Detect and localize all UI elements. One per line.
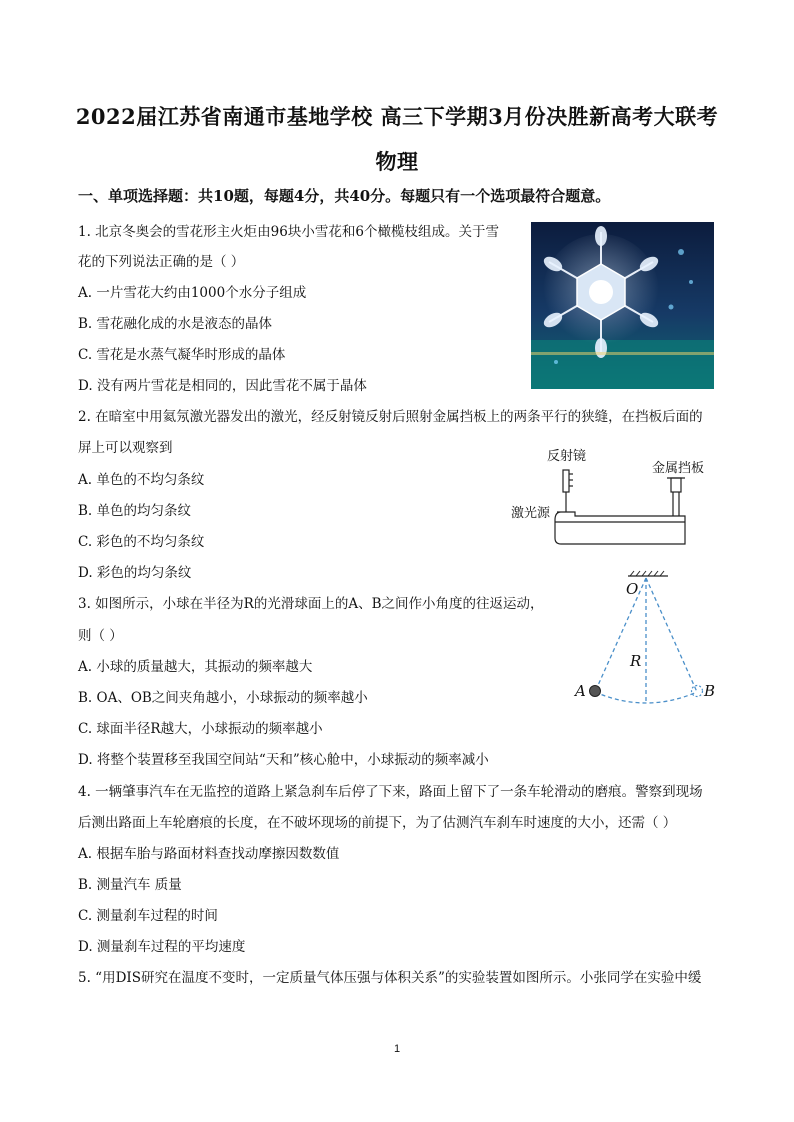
q2-option-d: D. 彩色的均匀条纹 [78, 565, 192, 581]
fig-label-b: B [704, 682, 716, 700]
q2-stem-line1: 2. 在暗室中用氦氖激光器发出的激光，经反射镜反射后照射金属挡板上的两条平行的狭缝，在挡板后面的 [78, 409, 703, 425]
fig-label-mirror: 反射镜 [547, 449, 587, 464]
fig-label-source: 激光源 [511, 506, 551, 521]
q2-stem-line2: 屏上可以观察到 [78, 440, 173, 456]
q4-stem-line2: 后测出路面上车轮磨痕的长度，在不破坏现场的前提下，为了估测汽车刹车时速度的大小，还需（ ） [78, 815, 677, 831]
q1-option-b: B. 雪花融化成的水是液态的晶体 [78, 316, 273, 332]
ball-a-marker [590, 686, 601, 697]
q2-option-b: B. 单色的均匀条纹 [78, 503, 192, 519]
q2-option-c: C. 彩色的不均匀条纹 [78, 534, 205, 550]
section-heading: 一、单项选择题：共10题，每题4分，共40分。每题只有一个选项最符合题意。 [78, 187, 611, 205]
q3-option-a: A. 小球的质量越大，其振动的频率越大 [78, 659, 313, 675]
q3-option-d: D. 将整个装置移至我国空间站“天和”核心舱中，小球振动的频率减小 [78, 752, 489, 768]
q3-stem-line2: 则（ ） [78, 628, 123, 644]
fig-label-o: O [626, 580, 639, 598]
q3-stem-line1: 3. 如图所示，小球在半径为R的光滑球面上的A、B之间作小角度的往返运动， [78, 596, 544, 612]
q4-option-c: C. 测量刹车过程的时间 [78, 908, 218, 924]
q4-option-d: D. 测量刹车过程的平均速度 [78, 939, 246, 955]
fig-label-r: R [630, 652, 642, 670]
snowflake-torch-photo [531, 222, 714, 389]
page-number: 1 [393, 1043, 401, 1055]
ball-b-marker [692, 686, 703, 697]
q3-option-b: B. OA、OB之间夹角越小，小球振动的频率越小 [78, 690, 368, 706]
q3-option-c: C. 球面半径R越大，小球振动的频率越小 [78, 721, 323, 737]
q1-stem-line1: 1. 北京冬奥会的雪花形主火炬由96块小雪花和6个橄榄枝组成。关于雪 [78, 224, 499, 240]
q4-option-a: A. 根据车胎与路面材料查找动摩擦因数数值 [78, 846, 340, 862]
spherical-bowl-pendulum-diagram [570, 568, 720, 718]
q4-option-b: B. 测量汽车 质量 [78, 877, 182, 893]
q4-stem-line1: 4. 一辆肇事汽车在无监控的道路上紧急刹车后停了下来，路面上留下了一条车轮滑动的磨痕。警察到现场 [78, 784, 703, 800]
exam-title: 2022届江苏省南通市基地学校 高三下学期3月份决胜新高考大联考 [75, 104, 719, 129]
exam-subject: 物理 [375, 149, 419, 174]
fig-label-plate: 金属挡板 [652, 461, 705, 476]
q5-stem-line1: 5. “用DIS研究在温度不变时，一定质量气体压强与体积关系”的实验装置如图所示。小张同学在实验中缓 [78, 970, 702, 986]
q1-option-d: D. 没有两片雪花是相同的，因此雪花不属于晶体 [78, 378, 367, 394]
q2-option-a: A. 单色的不均匀条纹 [78, 472, 205, 488]
q1-option-c: C. 雪花是水蒸气凝华时形成的晶体 [78, 347, 286, 363]
q1-option-a: A. 一片雪花大约由1000个水分子组成 [78, 285, 307, 301]
fig-label-a: A [575, 682, 586, 700]
q1-stem-line2: 花的下列说法正确的是（ ） [78, 254, 245, 270]
laser-double-slit-diagram [505, 440, 710, 552]
